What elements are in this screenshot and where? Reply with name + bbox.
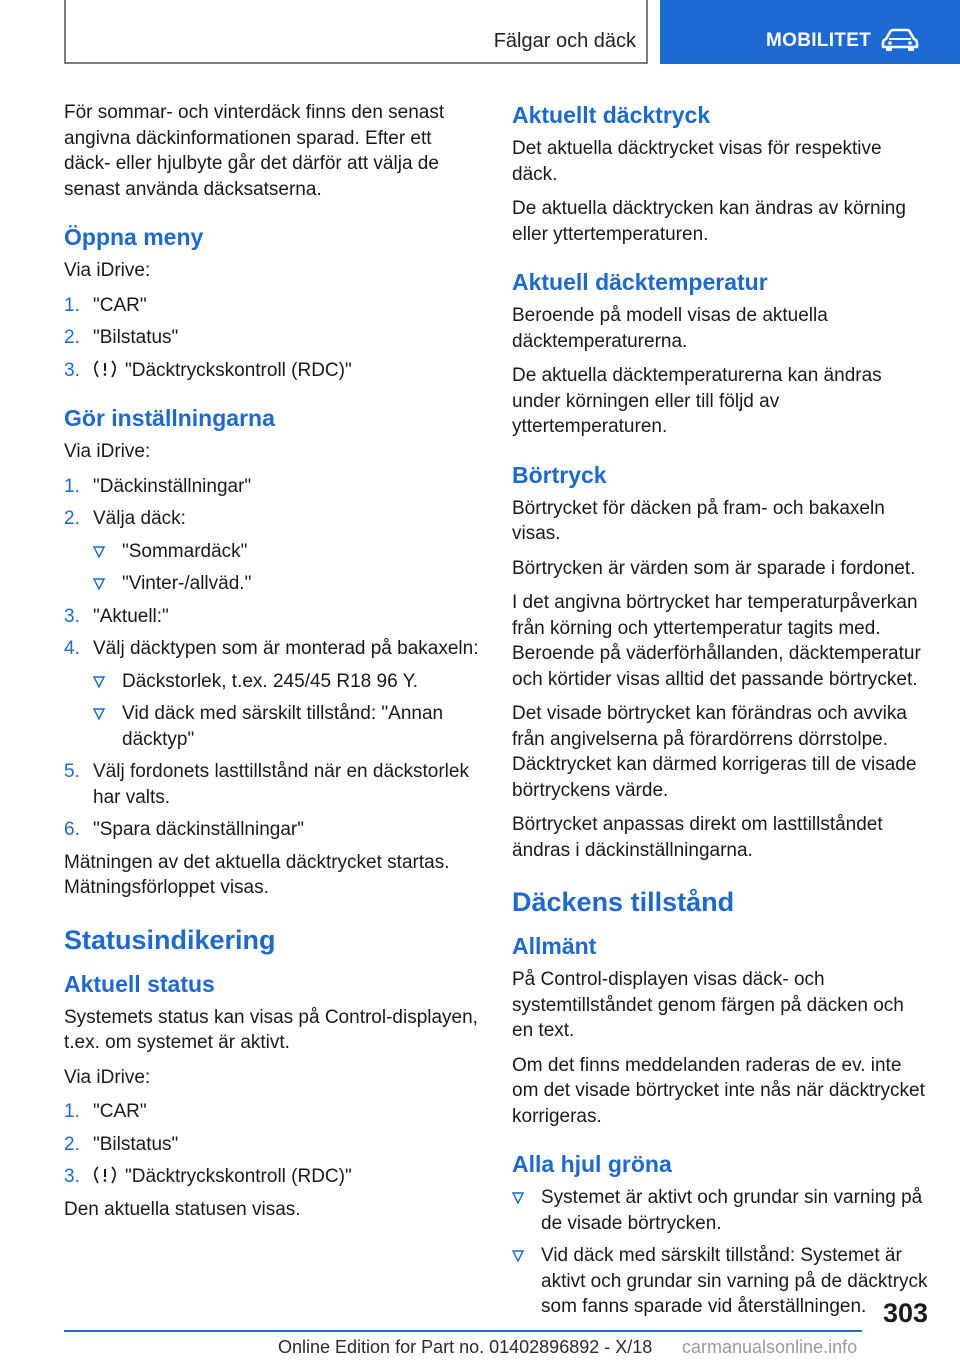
- heading-general: Allmänt: [512, 933, 597, 959]
- step-text: "Aktuell:": [93, 605, 169, 627]
- list-item: [64, 293, 480, 319]
- step-number: 3.: [64, 359, 80, 381]
- section-title: Fälgar och däck: [493, 30, 636, 52]
- settings-result-line-1: Mätningen av det aktuella däcktrycket startas.: [64, 851, 450, 873]
- list-item: [512, 1185, 930, 1236]
- settings-result: [64, 850, 480, 901]
- step-number: 2.: [64, 508, 80, 529]
- target-pressure-p2: Börtrycken är värden som är sparade i fordonet.: [512, 557, 916, 579]
- target-pressure-p4: Det visade börtrycket kan förändras och avvika från angivelserna på förardörrens dörrstolpe. Däcktrycket kan därmed korrigeras till de visade börtryckens värde.: [512, 703, 917, 801]
- list-item: [64, 358, 480, 384]
- settings-lead: Via iDrive:: [64, 441, 151, 462]
- list-item: [64, 325, 480, 351]
- tire-pressure-warning-icon: [93, 360, 117, 378]
- sub-list-item: [93, 571, 480, 597]
- bullet-text: Vid däck med särskilt tillstånd: Systemet är aktivt och grundar sin varning på de däcktryck som fanns sparade vid återställningen.: [541, 1245, 928, 1317]
- heading-current-temperature: Aktuell däcktemperatur: [512, 269, 768, 295]
- step-number: 1.: [64, 1101, 80, 1122]
- page-number: 303: [882, 1298, 928, 1328]
- footer-divider: [64, 1330, 862, 1332]
- triangle-bullet-icon: [93, 578, 105, 590]
- triangle-bullet-icon: [512, 1192, 524, 1204]
- heading-open-menu: Öppna meny: [64, 224, 204, 250]
- heading-current-status: Aktuell status: [64, 970, 215, 997]
- sub-list-item: [93, 701, 480, 752]
- heading-tire-condition: Däckens tillstånd: [512, 887, 735, 917]
- step-number: 3.: [64, 605, 80, 627]
- step-text: Välj fordonets lasttillstånd när en däckstorlek har valts.: [93, 761, 469, 808]
- target-pressure-p1: Börtrycket för däcken på fram- och bakaxeln visas.: [512, 497, 885, 544]
- list-item: [512, 1243, 930, 1320]
- current-temp-p1: Beroende på modell visas de aktuella däcktemperaturerna.: [512, 305, 828, 352]
- step-text: "Spara däckinställningar": [93, 819, 304, 840]
- intro-text: För sommar- och vinterdäck finns den senast angivna däckinformationen sparad. Efter ett däck- eller hjulbyte går det därför att välja de senast använda däcksatserna.: [64, 102, 445, 200]
- step-text: "Bilstatus": [93, 327, 179, 348]
- list-item: [64, 506, 480, 597]
- right-column: [512, 100, 930, 1327]
- list-item: [64, 759, 480, 810]
- current-pressure-p1: Det aktuella däcktrycket visas för respektive däck.: [512, 138, 882, 185]
- step-text: "CAR": [93, 294, 147, 316]
- step-number: 6.: [64, 819, 80, 840]
- car-icon: [880, 28, 920, 52]
- target-pressure-p3: I det angivna börtrycket har temperaturpåverkan från körning och yttertemperatur tagits med. Beroende på väderförhållanden, däcktemperatur och körtider visas alltid det passande börtrycket.: [512, 592, 921, 690]
- step-text: Välja däck:: [93, 508, 186, 529]
- list-item: [64, 817, 480, 843]
- current-temp-p2: De aktuella däcktemperaturerna kan ändras under körningen eller till följd av yttertemperaturen.: [512, 365, 882, 437]
- step-text: "Däckinställningar": [93, 475, 252, 497]
- edition-text: Online Edition for Part no. 01402896892 - X/18: [278, 1337, 653, 1357]
- triangle-bullet-icon: [93, 708, 105, 720]
- step-number: 3.: [64, 1166, 80, 1187]
- step-number: 1.: [64, 475, 80, 497]
- settings-steps: [64, 474, 480, 843]
- bullet-text: Systemet är aktivt och grundar sin varning på de visade börtrycken.: [541, 1187, 923, 1234]
- step-number: 2.: [64, 327, 80, 348]
- tire-pressure-warning-icon: [93, 1166, 117, 1184]
- step-number: 5.: [64, 761, 80, 782]
- status-text: Systemets status kan visas på Control-displayen, t.ex. om systemet är aktivt.: [64, 1006, 478, 1053]
- chapter-tab-label: MOBILITET: [766, 30, 872, 51]
- list-item: [64, 636, 480, 752]
- step-number: 1.: [64, 294, 80, 316]
- open-menu-lead: Via iDrive:: [64, 260, 151, 281]
- current-pressure-p2: De aktuella däcktrycken kan ändras av körning eller yttertemperaturen.: [512, 198, 906, 245]
- status-steps: [64, 1099, 480, 1190]
- status-result: Den aktuella statusen visas.: [64, 1198, 301, 1220]
- step-text: "CAR": [93, 1101, 147, 1122]
- list-item: [64, 1099, 480, 1125]
- triangle-bullet-icon: [93, 676, 105, 688]
- sub-list-item: [93, 669, 480, 695]
- sub-list: [93, 539, 480, 597]
- sub-item-text: Vid däck med särskilt tillstånd: "Annan däcktyp": [122, 703, 444, 750]
- step-text: "Bilstatus": [93, 1133, 179, 1155]
- heading-all-wheels-green: Alla hjul gröna: [512, 1151, 672, 1177]
- heading-target-pressure: Börtryck: [512, 461, 607, 488]
- tire-condition-p1: På Control-displayen visas däck- och systemtillståndet genom färgen på däcken och en text.: [512, 969, 904, 1041]
- left-column: [64, 100, 480, 1231]
- settings-result-line-2: Mätningsförloppet visas.: [64, 877, 269, 898]
- heading-status-indication: Statusindikering: [64, 924, 276, 955]
- open-menu-steps: [64, 293, 480, 384]
- heading-settings: Gör inställningarna: [64, 405, 275, 431]
- sub-item-text: "Vinter-/allväd.": [122, 573, 252, 594]
- triangle-bullet-icon: [512, 1250, 524, 1262]
- list-item: [64, 474, 480, 500]
- sub-list: [93, 669, 480, 753]
- step-text: "Däcktryckskontroll (RDC)": [125, 1166, 352, 1187]
- step-text: "Däcktryckskontroll (RDC)": [125, 359, 352, 381]
- sub-item-text: Däckstorlek, t.ex. 245/45 R18 96 Y.: [122, 670, 419, 692]
- sub-item-text: "Sommardäck": [122, 540, 248, 562]
- tire-condition-p2: Om det finns meddelanden raderas de ev. inte om det visade börtrycket inte nås när däcktrycket korrigeras.: [512, 1054, 925, 1127]
- sub-list-item: [93, 539, 480, 565]
- step-number: 2.: [64, 1133, 80, 1155]
- step-text: Välj däcktypen som är monterad på bakaxeln:: [93, 638, 479, 659]
- green-bullets: [512, 1185, 930, 1320]
- watermark: carmanualsonline.info: [682, 1337, 858, 1357]
- heading-current-pressure: Aktuellt däcktryck: [512, 102, 711, 128]
- target-pressure-p5: Börtrycket anpassas direkt om lasttillståndet ändras i däckinställningarna.: [512, 814, 883, 861]
- list-item: [64, 604, 480, 630]
- list-item: [64, 1164, 480, 1190]
- chapter-tab[interactable]: [660, 0, 960, 64]
- status-lead: Via iDrive:: [64, 1066, 151, 1088]
- list-item: [64, 1132, 480, 1158]
- triangle-bullet-icon: [93, 546, 105, 558]
- step-number: 4.: [64, 638, 80, 659]
